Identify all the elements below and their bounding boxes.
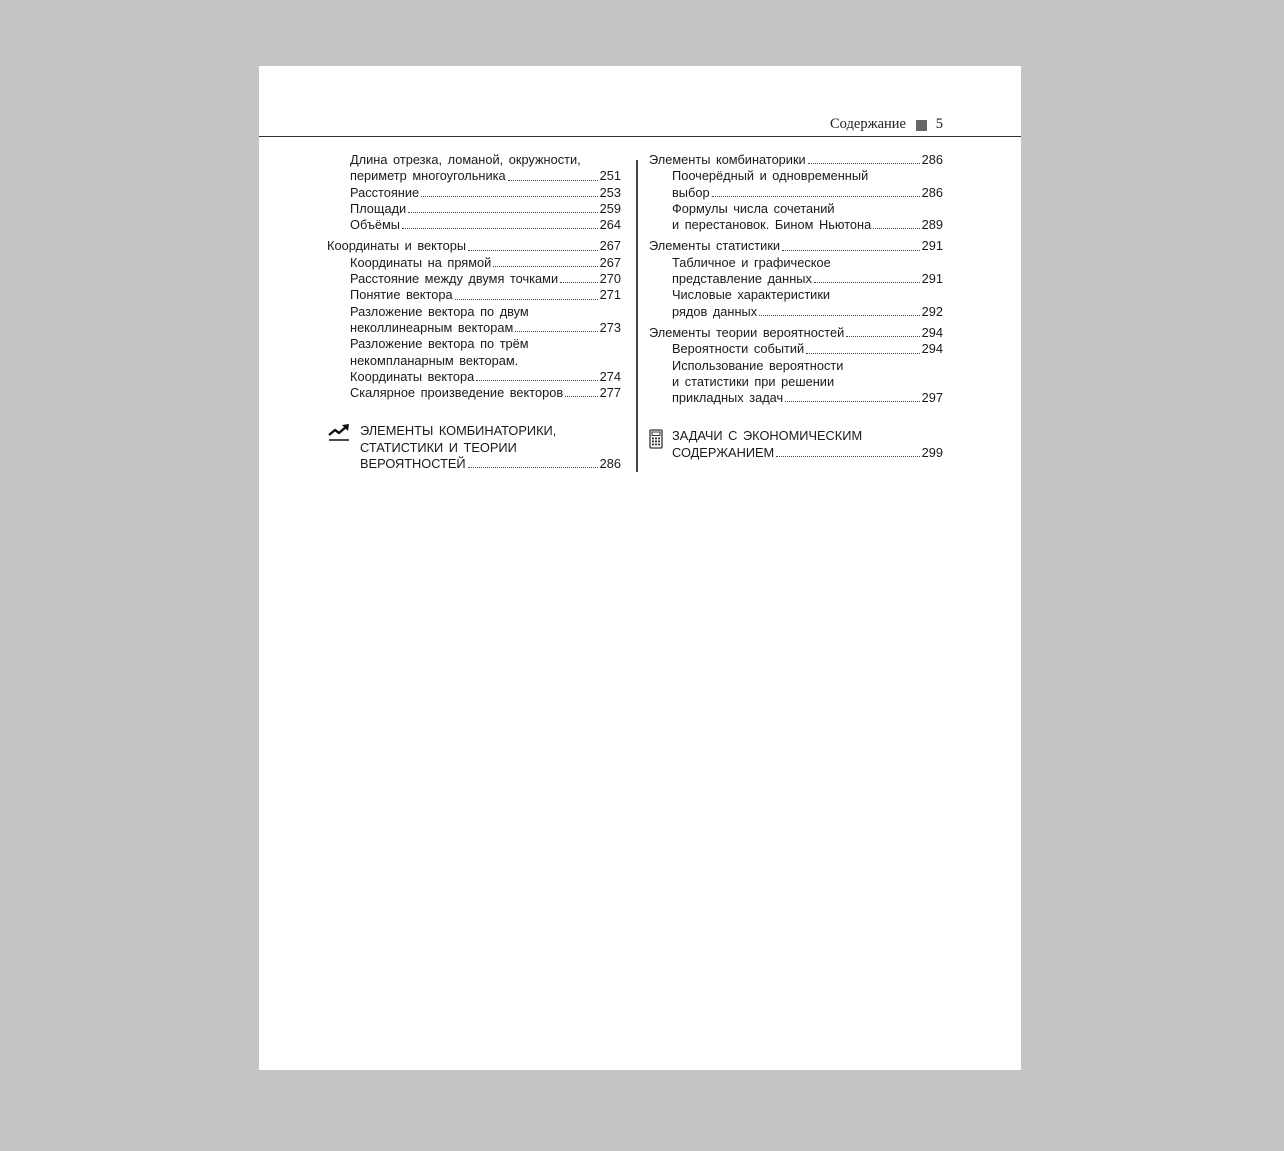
toc-page-number: 259: [599, 200, 621, 216]
toc-page-number: 251: [599, 168, 621, 184]
toc-left-column: [327, 152, 621, 472]
toc-page-number: 274: [599, 368, 621, 384]
toc-page-number: 286: [921, 184, 943, 200]
toc-chapter-entry[interactable]: [649, 325, 943, 341]
toc-page-number: 253: [599, 184, 621, 200]
toc-section-entry[interactable]: [327, 423, 621, 472]
dot-leader: [814, 282, 920, 283]
toc-page-number: 271: [599, 287, 621, 303]
header-square-marker: [916, 120, 927, 131]
toc-entry[interactable]: [350, 201, 621, 217]
dot-leader: [476, 380, 597, 381]
dot-leader: [560, 282, 598, 283]
toc-page-number: 297: [921, 390, 943, 406]
toc-page-number: 299: [921, 444, 943, 460]
dot-leader: [515, 331, 597, 332]
toc-section-text: СОДЕРЖАНИЕМ: [672, 444, 775, 460]
toc-entry[interactable]: [350, 271, 621, 287]
header-page-number: 5: [935, 116, 943, 132]
toc-page-number: 277: [599, 385, 621, 401]
toc-entry[interactable]: [672, 255, 943, 288]
running-header: [259, 114, 1021, 137]
toc-page-number: 273: [599, 319, 621, 335]
toc-entry-text: Понятие вектора: [350, 287, 453, 303]
toc-entry-text: Вероятности событий: [672, 341, 805, 357]
dot-leader: [808, 163, 920, 164]
dot-leader: [455, 299, 598, 300]
toc-section-entry[interactable]: [649, 428, 943, 461]
dot-leader: [759, 315, 919, 316]
dot-leader: [846, 336, 919, 337]
toc-page-number: 292: [921, 303, 943, 319]
toc-entry[interactable]: [672, 287, 943, 320]
dot-leader: [712, 196, 920, 197]
toc-entry-text: неколлинеарным векторам: [350, 319, 514, 335]
toc-entry[interactable]: [672, 168, 943, 201]
toc-page-number: 291: [921, 238, 943, 254]
toc-entry[interactable]: [672, 358, 943, 407]
header-title: Содержание: [830, 116, 906, 132]
toc-section-text: СТАТИСТИКИ И ТЕОРИИ: [360, 439, 517, 455]
toc-entry[interactable]: [350, 304, 621, 337]
dot-leader: [785, 401, 919, 402]
toc-entry[interactable]: [350, 152, 621, 185]
toc-entry-text: Числовые характеристики: [672, 287, 831, 303]
dot-leader: [493, 266, 597, 267]
dot-leader: [408, 212, 597, 213]
toc-entry-text: Координаты вектора: [350, 368, 475, 384]
toc-entry-text: Использование вероятности: [672, 357, 844, 373]
book-page: [259, 66, 1021, 1070]
toc-entry-text: Формулы числа сочетаний: [672, 200, 835, 216]
toc-entry[interactable]: [672, 201, 943, 234]
toc-entry-text: Скалярное произведение векторов: [350, 385, 564, 401]
dot-leader: [421, 196, 598, 197]
toc-entry-text: Элементы статистики: [649, 238, 781, 254]
toc-entry-text: прикладных задач: [672, 390, 784, 406]
column-divider: [636, 160, 638, 472]
toc-entry[interactable]: [350, 185, 621, 201]
toc-entry[interactable]: [672, 341, 943, 357]
toc-entry-text: и статистики при решении: [672, 373, 835, 389]
toc-section-text: ЭЛЕМЕНТЫ КОМБИНАТОРИКИ,: [360, 423, 557, 439]
dot-leader: [776, 456, 919, 457]
dot-leader: [806, 353, 919, 354]
toc-entry[interactable]: [350, 336, 621, 385]
toc-entry-text: Элементы теории вероятностей: [649, 324, 845, 340]
toc-entry-text: Координаты на прямой: [350, 254, 492, 270]
toc-page-number: 264: [599, 217, 621, 233]
toc-page-number: 267: [599, 238, 621, 254]
toc-entry-text: Табличное и графическое: [672, 254, 831, 270]
toc-page-number: 294: [921, 324, 943, 340]
toc-entry-text: Разложение вектора по двум: [350, 303, 529, 319]
dot-leader: [873, 228, 919, 229]
toc-entry-text: Площади: [350, 200, 407, 216]
toc-page-number: 289: [921, 217, 943, 233]
calculator-icon: [649, 429, 663, 453]
dot-leader: [468, 250, 598, 251]
toc-entry-text: Элементы комбинаторики: [649, 152, 806, 167]
dot-leader: [508, 180, 598, 181]
dot-leader: [565, 396, 598, 397]
dot-leader: [402, 228, 598, 229]
toc-entry-text: и перестановок. Бином Ньютона: [672, 217, 872, 233]
toc-entry-text: Поочерёдный и одновременный: [672, 168, 869, 184]
toc-chapter-entry[interactable]: [649, 238, 943, 254]
toc-page-number: 291: [921, 271, 943, 287]
toc-chapter-entry[interactable]: [649, 152, 943, 168]
toc-entry-text: Расстояние между двумя точками: [350, 271, 559, 287]
toc-entry-text: Объёмы: [350, 217, 400, 233]
toc-entry-text: некомпланарным векторам.: [350, 352, 519, 368]
dot-leader: [782, 250, 920, 251]
toc-entry[interactable]: [350, 287, 621, 303]
toc-entry[interactable]: [350, 385, 621, 401]
toc-page-number: 267: [599, 254, 621, 270]
toc-section-text: ЗАДАЧИ С ЭКОНОМИЧЕСКИМ: [672, 428, 863, 444]
toc-entry-text: представление данных: [672, 271, 812, 287]
toc-section-text: ВЕРОЯТНОСТЕЙ: [360, 456, 466, 472]
toc-entry-text: периметр многоугольника: [350, 168, 506, 184]
toc-page-number: 270: [599, 271, 621, 287]
toc-entry[interactable]: [350, 255, 621, 271]
toc-entry[interactable]: [350, 217, 621, 233]
toc-entry-text: Длина отрезка, ломаной, окружности,: [350, 152, 581, 167]
dot-leader: [468, 467, 598, 468]
trend-chart-icon: [327, 424, 351, 446]
toc-right-column: [649, 152, 943, 461]
toc-entry-text: рядов данных: [672, 303, 758, 319]
toc-page-number: 294: [921, 341, 943, 357]
toc-entry-text: Координаты и векторы: [327, 238, 467, 254]
toc-page-number: 286: [599, 456, 621, 472]
toc-chapter-entry[interactable]: [327, 238, 621, 254]
toc-entry-text: Разложение вектора по трём: [350, 336, 529, 352]
toc-entry-text: выбор: [672, 184, 710, 200]
toc-page-number: 286: [921, 152, 943, 167]
toc-entry-text: Расстояние: [350, 184, 420, 200]
